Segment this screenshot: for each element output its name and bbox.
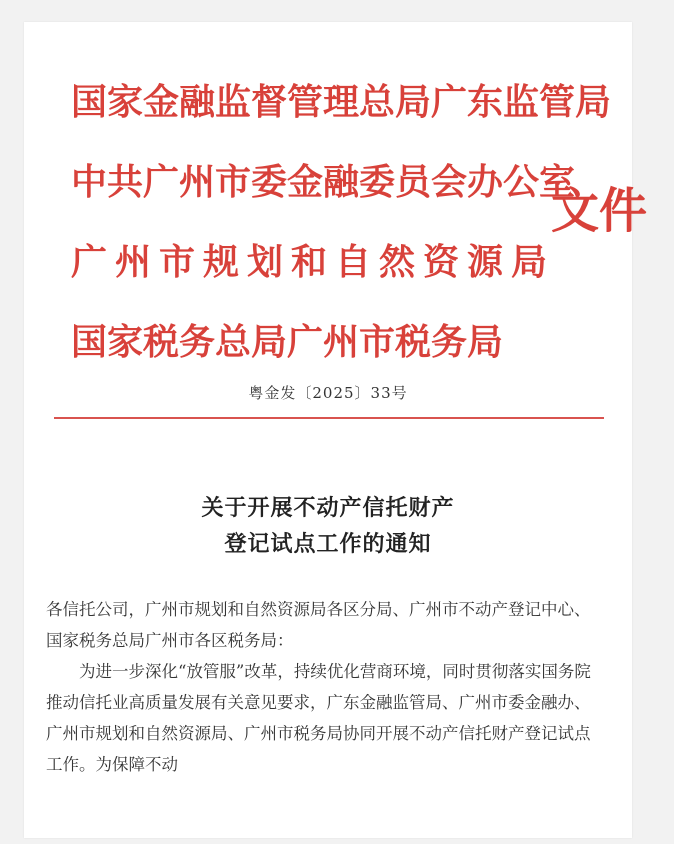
agency-name: 广州市规划和自然资源局 (71, 241, 556, 283)
document-number: 粤金发〔2025〕33号 (248, 384, 408, 402)
body-paragraph: 为进一步深化“放管服”改革，持续优化营商环境，同时贯彻落实国务院推动信托业高质量发展有关意见要求，广东金融监管局、广州市委金融办、广州市规划和自然资源局、广州市税务局协同开展不动产信托财产登记试点工作。为保障不动 (46, 662, 591, 774)
document-type-label: 文件 (551, 183, 648, 239)
agency-name: 中共广州市委金融委员会办公室 (71, 161, 576, 203)
agency-name: 国家税务总局广州市税务局 (71, 321, 504, 363)
document-body (46, 594, 606, 780)
document-title (24, 490, 632, 562)
recipients-paragraph: 各信托公司，广州市规划和自然资源局各区分局、广州市不动产登记中心、国家税务总局广州市各区税务局： (46, 600, 591, 650)
red-divider-line (54, 417, 604, 419)
title-line-2: 登记试点工作的通知 (224, 531, 432, 557)
agency-name: 国家金融监督管理总局广东监管局 (71, 81, 612, 123)
title-line-1: 关于开展不动产信托财产 (201, 495, 455, 521)
document-page (24, 22, 648, 838)
